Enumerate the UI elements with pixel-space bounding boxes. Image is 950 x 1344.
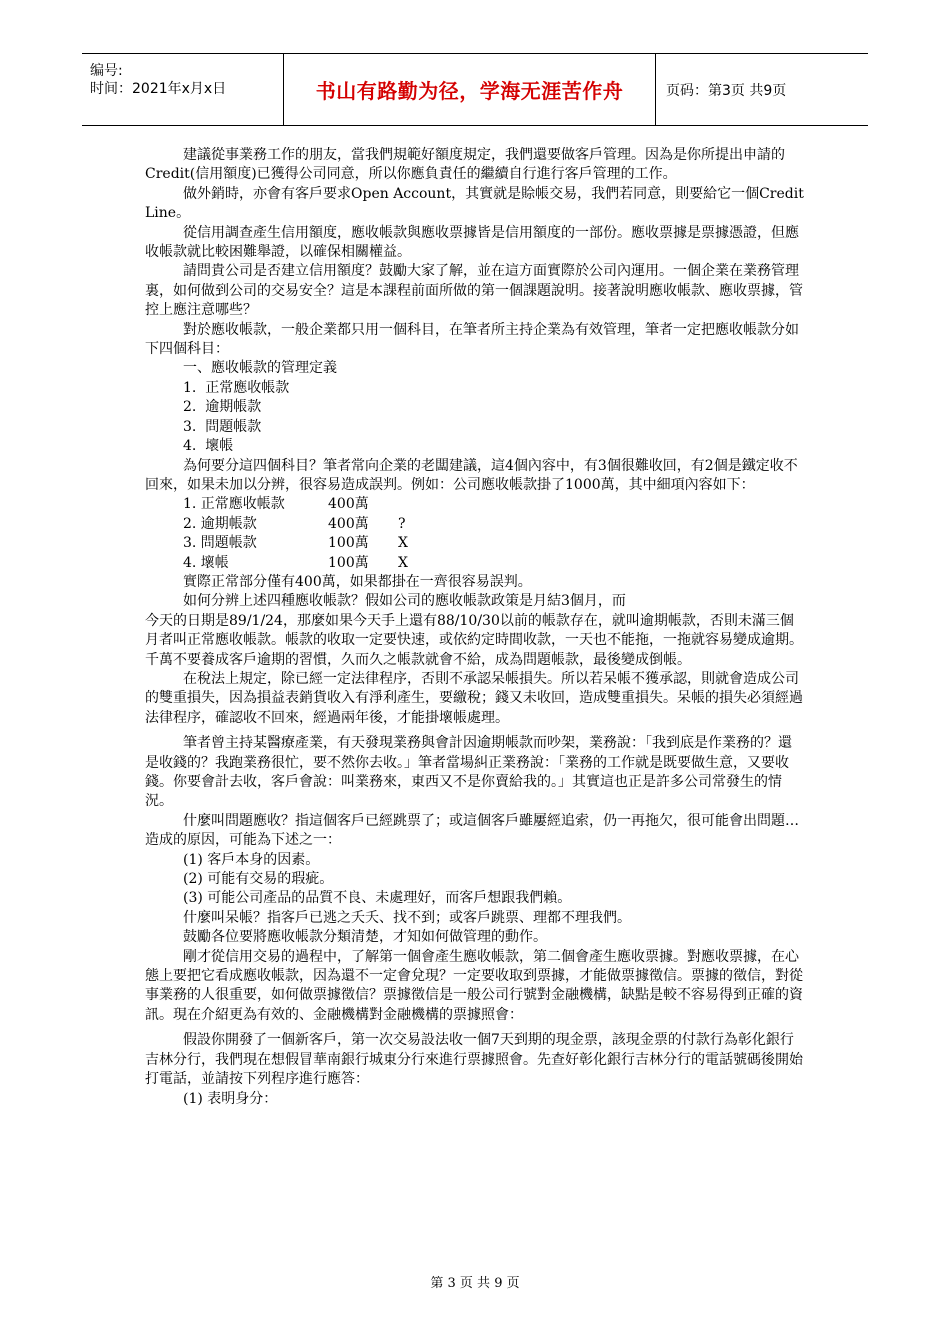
paragraph: 實際正常部分僅有400萬，如果都掛在一齊很容易誤判。 (183, 573, 532, 590)
table-row: 2. 逾期帳款 400萬 ? (183, 515, 406, 532)
table-row: 3. 問題帳款 100萬 X (183, 535, 408, 552)
paragraph: 做外銷時，亦會有客戶要求Open Account，其實就是賒帳交易，我們若同意，則要給它一個Credit Line。 (145, 185, 804, 222)
page-header (82, 53, 868, 126)
header-motto: 书山有路勤为径，学海无涯苦作舟 (284, 54, 656, 125)
list-item: (1) 客戶本身的因素。 (183, 851, 320, 868)
page-footer: 第 3 页 共 9 页 (430, 1276, 520, 1291)
time-label: 时间：2021年x月x日 (90, 81, 227, 97)
list-item: 1. 正常應收帳款 (183, 379, 290, 396)
paragraph: 從信用調查產生信用額度，應收帳款與應收票據皆是信用額度的一部份。應收票據是票據憑證，但應收帳款就比較困難舉證，以確保相關權益。 (145, 224, 799, 261)
header-page-info: 页码：第3页 共9页 (666, 82, 787, 99)
paragraph: 對於應收帳款，一般企業都只用一個科目，在筆者所主持企業為有效管理，筆者一定把應收帳款分如下四個科目： (145, 321, 799, 358)
paragraph: 什麼叫呆帳？指客戶已逃之夭夭、找不到；或客戶跳票、理都不理我們。 (183, 909, 631, 926)
list-item: (3) 可能公司產品的品質不良、未處理好，而客戶想跟我們賴。 (183, 890, 572, 907)
paragraph: 筆者曾主持某醫療產業，有天發現業務與會計因逾期帳款而吵架，業務說：「我到底是作業務的？還是收錢的？我跑業務很忙，要不然你去收。」筆者當場糾正業務說：「業務的工作就是既要做生意，又要收錢。你要會計去收，客戶會說：叫業務來，東西又不是你賣給我的。」其實這也正是許多公司常發生的情況。 (145, 735, 792, 810)
paragraph: 為何要分這四個科目？筆者常向企業的老闆建議，這4個內容中，有3個很難收回，有2個是鐵定收不回來，如果未加以分辨，很容易造成誤判。例如：公司應收帳款掛了1000萬，其中細項內容如下： (145, 457, 798, 493)
header-meta (82, 54, 284, 125)
paragraph: 如何分辨上述四種應收帳款？假如公司的應收帳款政策是月結3個月，而 (183, 593, 626, 610)
paragraph: 鼓勵各位要將應收帳款分類清楚，才知如何做管理的動作。 (183, 929, 547, 946)
list-item: 3. 問題帳款 (183, 418, 262, 435)
list-item: 2. 逾期帳款 (183, 399, 262, 416)
paragraph: 假設你開發了一個新客戶，第一次交易設法收一個7天到期的現金票，該現金票的付款行為彰化銀行吉林分行，我們現在想假冒華南銀行城東分行來進行票據照會。先查好彰化銀行吉林分行的電話號碼後開始打電話，並請按下列程序進行應答： (145, 1032, 803, 1088)
list-item: (2) 可能有交易的瑕疵。 (183, 871, 334, 888)
paragraph: 建議從事業務工作的朋友，當我們規範好額度規定，我們還要做客戶管理。因為是你所提出申請的Credit(信用額度)已獲得公司同意，所以你應負責任的繼續自行進行客戶管理的工作。 (145, 147, 785, 183)
list-item: 4. 壞帳 (183, 438, 234, 455)
table-row: 1. 正常應收帳款 400萬 (183, 496, 369, 513)
paragraph: 什麼叫問題應收？指這個客戶已經跳票了；或這個客戶雖屢經追索，仍一再拖欠，很可能會出問題…造成的原因，可能為下述之一： (145, 812, 799, 849)
paragraph: 在稅法上規定，除已經一定法律程序，否則不承認呆帳損失。所以若呆帳不獲承認，則就會造成公司的雙重損失，因為損益表銷貨收入有淨利產生，要繳稅；錢又未收回，造成雙重損失。呆帳的損失必須經過法律程序，確認收不回來，經過兩年後，才能掛壞帳處理。 (145, 670, 803, 726)
section-title: 一、應收帳款的管理定義 (183, 360, 337, 377)
paragraph: 請問貴公司是否建立信用額度？鼓勵大家了解，並在這方面實際於公司內運用。一個企業在業務管理裏，如何做到公司的交易安全？這是本課程前面所做的第一個課題說明。接著說明應收帳款、應收票據，管控上應注意哪些？ (145, 263, 803, 319)
number-label: 编号: (90, 63, 123, 79)
paragraph: 今天的日期是89/1/24，那麼如果今天手上還有88/10/30以前的帳款存在，就叫逾期帳款，否則未滿三個月者叫正常應收帳款。帳款的收取一定要快速，或依約定時間收款，一天也不能拖，一拖就容易變成逾期。千萬不要養成客戶逾期的習慣，久而久之帳款就會不給，成為問題帳款，最後變成倒帳。 (145, 612, 803, 668)
table-row: 4. 壞帳 100萬 X (183, 554, 408, 571)
paragraph: 剛才從信用交易的過程中，了解第一個會產生應收帳款，第二個會產生應收票據。對應收票據，在心態上要把它看成應收帳款，因為還不一定會兌現？一定要收取到票據，才能做票據徵信。票據的徵信，對從事業務的人很重要，如何做票據徵信？票據徵信是一般公司行號對金融機構，缺點是較不容易得到正確的資訊。現在介紹更為有效的、金融機構對金融機構的票據照會： (145, 948, 803, 1023)
document-body (145, 146, 805, 1109)
paragraph: (1) 表明身分： (183, 1090, 278, 1107)
